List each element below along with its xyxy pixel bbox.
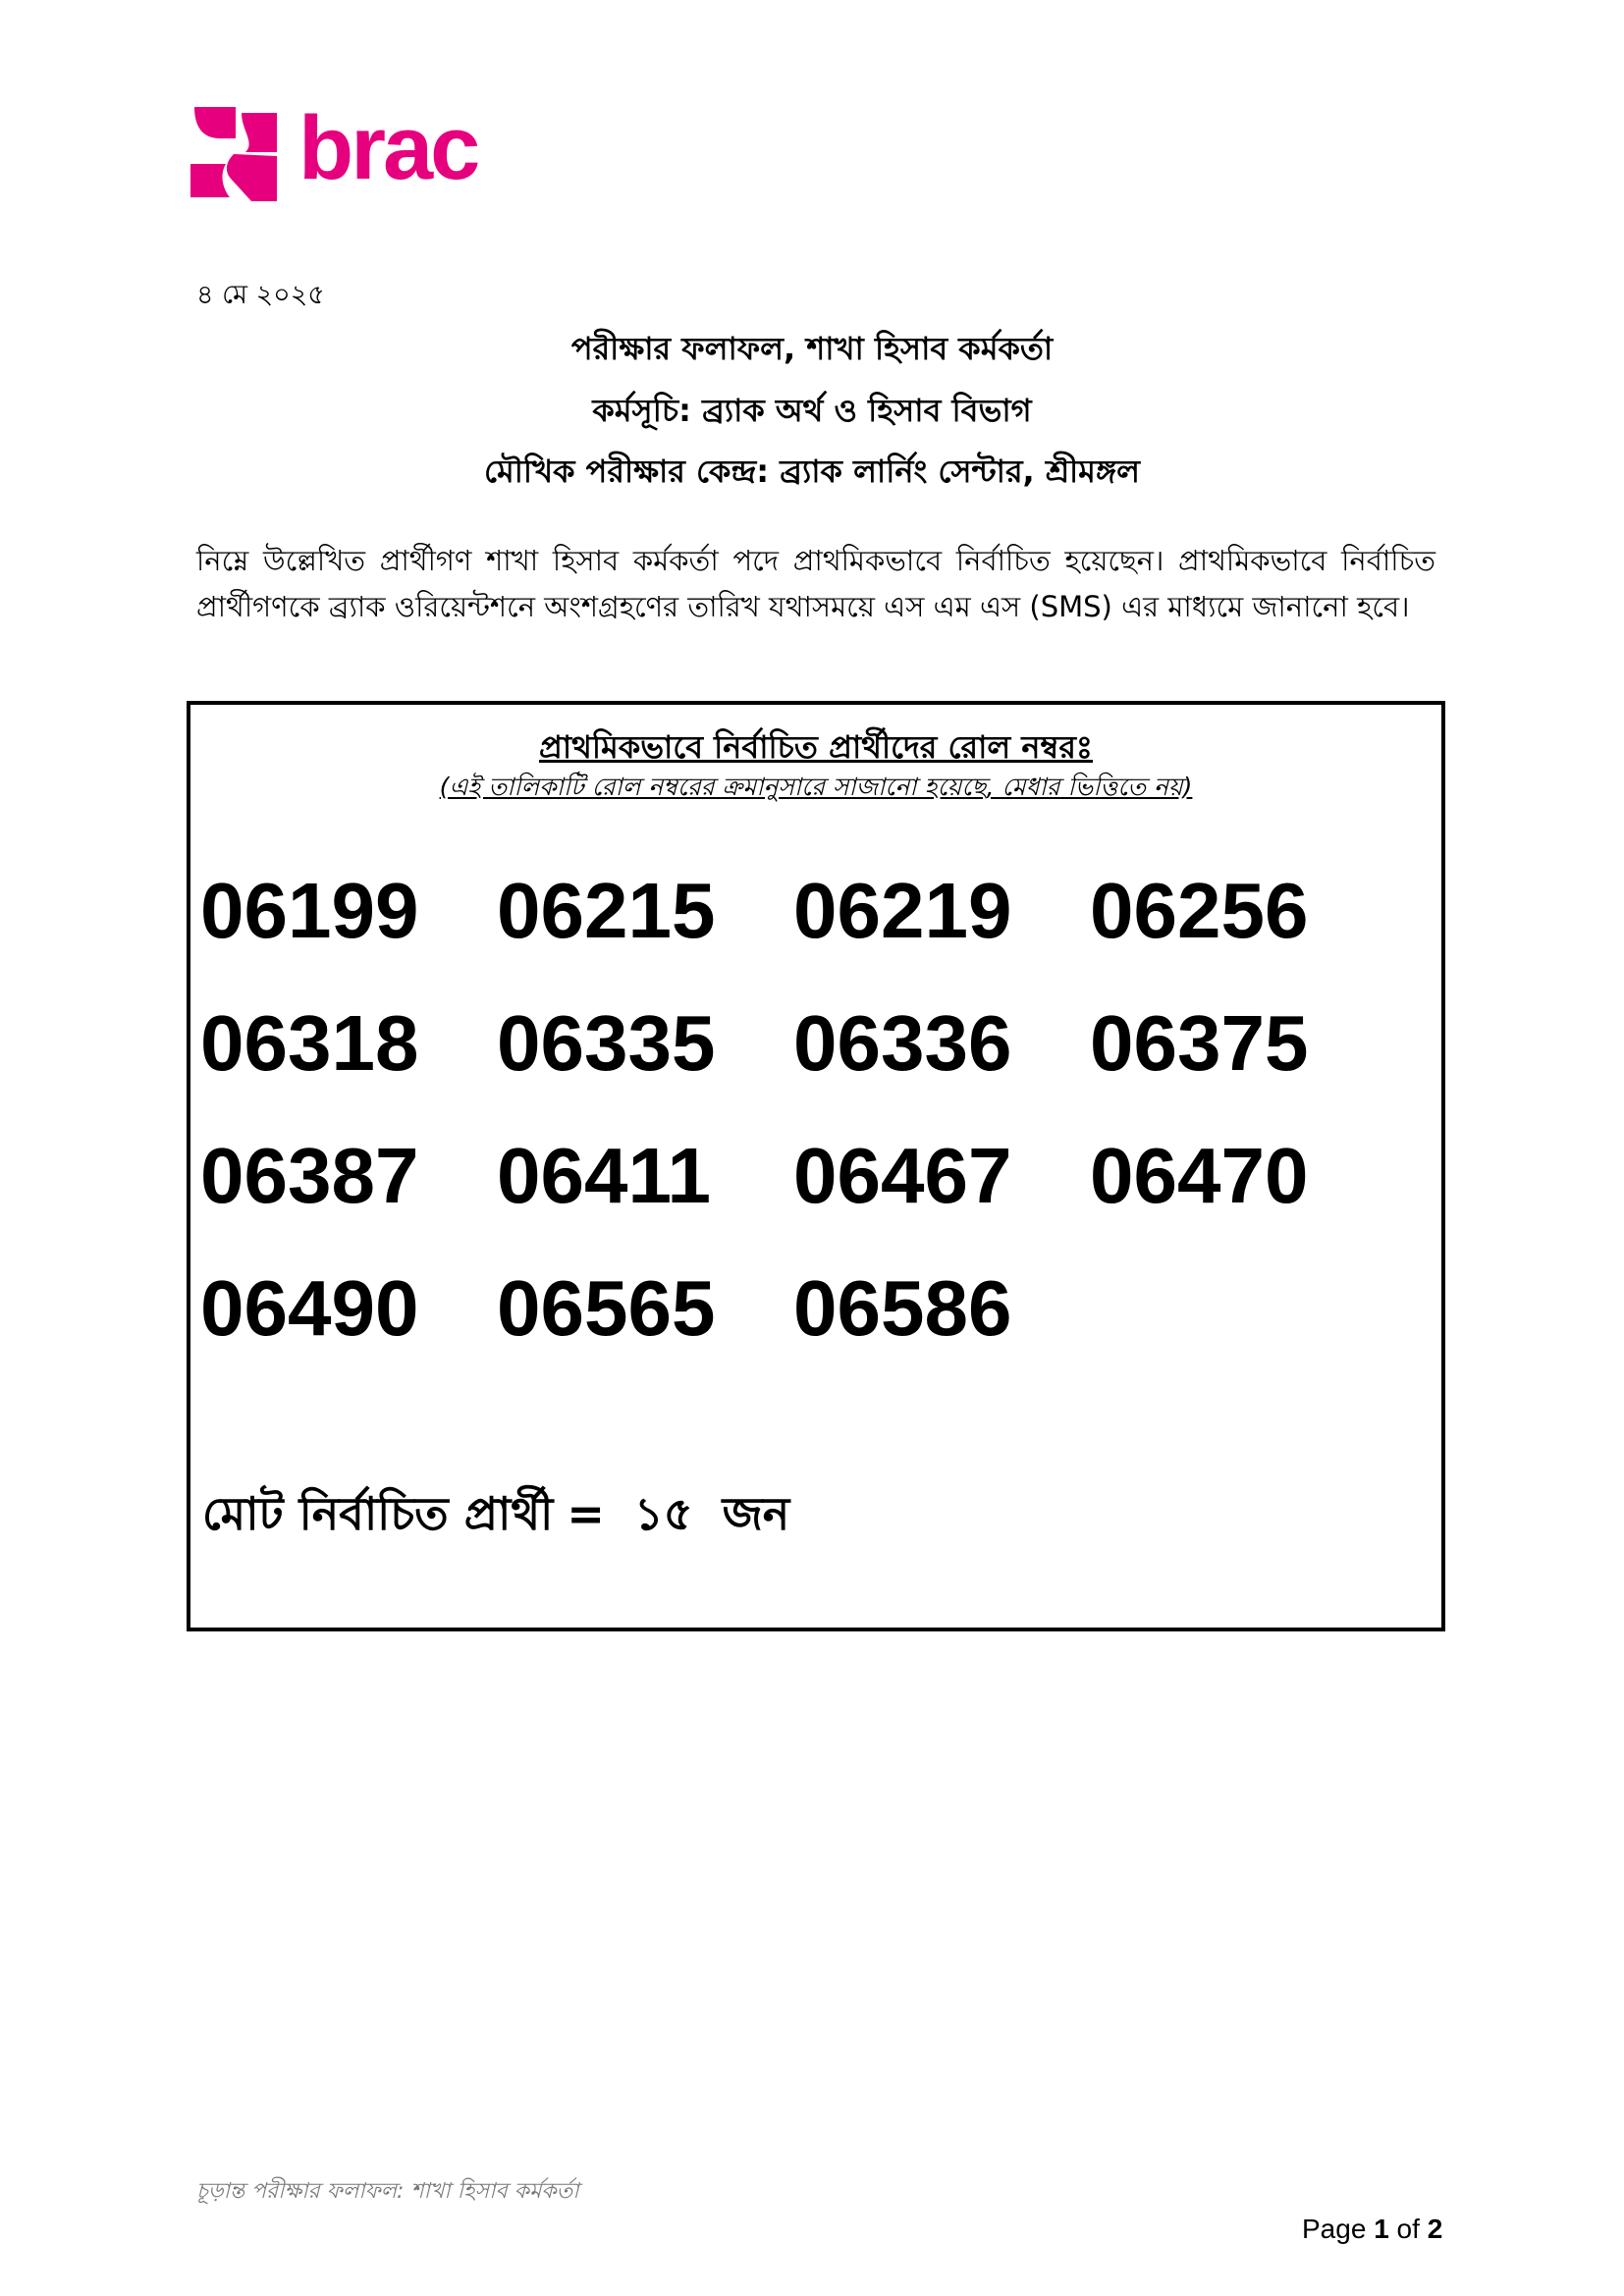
roll-number: 06375	[1090, 999, 1309, 1087]
title-line-2: কর্মসূচি: ব্র্যাক অর্থ ও হিসাব বিভাগ	[592, 392, 1032, 429]
roll-number: 06470	[1090, 1132, 1309, 1219]
results-heading: প্রাথমিকভাবে নির্বাচিত প্রার্থীদের রোল নম্বরঃ	[539, 728, 1093, 766]
roll-number-grid	[200, 867, 1386, 1402]
page-of: of	[1396, 2214, 1420, 2244]
roll-number: 06199	[200, 867, 419, 954]
roll-number: 06215	[497, 867, 716, 954]
roll-number: 06256	[1090, 867, 1309, 954]
roll-number: 06318	[200, 999, 419, 1087]
title-line-1: পরীক্ষার ফলাফল, শাখা হিসাব কর্মকর্তা	[570, 330, 1054, 367]
roll-number: 06411	[497, 1132, 712, 1219]
logo-text: brac	[298, 98, 478, 198]
total-selected	[202, 1480, 789, 1555]
total-count: ১৫	[633, 1487, 693, 1540]
roll-number: 06565	[497, 1264, 716, 1352]
brac-logo	[187, 98, 478, 205]
roll-number: 06336	[793, 999, 1012, 1087]
results-box	[187, 701, 1445, 1631]
total-unit: জন	[722, 1487, 790, 1540]
roll-number: 06335	[497, 999, 716, 1087]
roll-number: 06387	[200, 1132, 419, 1219]
footer-note: চূড়ান্ত পরীক্ষার ফলাফল: শাখা হিসাব কর্মকর্তা	[196, 2179, 579, 2204]
total-equals: =	[567, 1487, 605, 1540]
page-total: 2	[1427, 2214, 1443, 2244]
roll-number: 06467	[793, 1132, 1012, 1219]
roll-number: 06219	[793, 867, 1012, 954]
page-current: 1	[1374, 2214, 1389, 2244]
page-number	[1302, 2214, 1442, 2245]
total-label: মোট নির্বাচিত প্রার্থী	[202, 1487, 554, 1540]
roll-number: 06490	[200, 1264, 419, 1352]
roll-number: 06586	[793, 1264, 1012, 1352]
brac-pinwheel-icon	[187, 103, 285, 205]
document-date: ৪ মে ২০২৫	[196, 280, 325, 310]
title-line-3: মৌখিক পরীক্ষার কেন্দ্র: ব্র্যাক লার্নিং সেন্টার, শ্রীমঙ্গল	[484, 453, 1140, 490]
results-note: (এই তালিকাটি রোল নম্বরের ক্রমানুসারে সাজানো হয়েছে, মেধার ভিত্তিতে নয়)	[439, 773, 1193, 801]
page-prefix: Page	[1302, 2214, 1367, 2244]
intro-paragraph: নিম্নে উল্লেখিত প্রার্থীগণ শাখা হিসাব কর্মকর্তা পদে প্রাথমিকভাবে নির্বাচিত হয়েছেন। প্রাথমিকভাবে নির্বাচিত প্রার্থীগণকে ব্র্যাক ওরিয়েন্টশনে অংশগ্রহণের তারিখ যথাসময়ে এস এম এস (SMS) এর মাধ্যমে জানানো হবে।	[196, 544, 1435, 623]
